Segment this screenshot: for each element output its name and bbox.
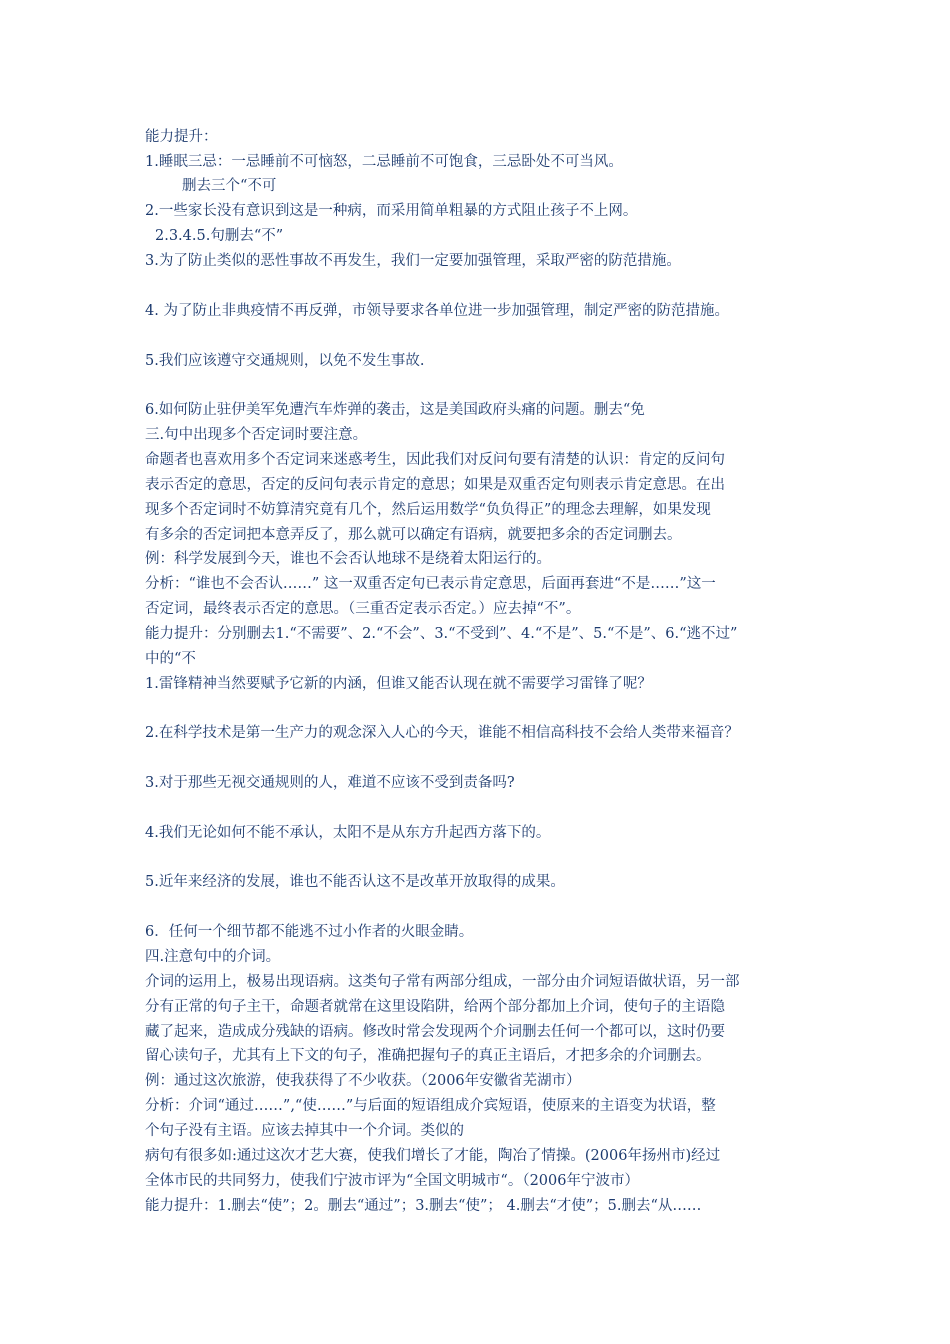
text-line: 中的“不 — [145, 651, 196, 667]
text-line: 1.睡眠三忌：一忌睡前不可恼怒，二忌睡前不可饱食，三忌卧处不可当风。 — [145, 154, 623, 170]
text-line: 分析：介词“通过……”,“使……”与后面的短语组成介宾短语，使原来的主语变为状语，整 — [145, 1098, 716, 1114]
text-line: 否定词，最终表示否定的意思。（三重否定表示否定。）应去掉“不”。 — [145, 601, 581, 617]
text-line: 有多余的否定词把本意弄反了，那么就可以确定有语病，就要把多余的否定词删去。 — [145, 527, 682, 543]
section-heading: 三.句中出现多个否定词时要注意。 — [145, 427, 368, 443]
text-line: 5.我们应该遵守交通规则，以免不发生事故. — [145, 353, 425, 369]
text-line: 命题者也喜欢用多个否定词来迷惑考生，因此我们对反问句要有清楚的认识：肯定的反问句 — [145, 452, 725, 468]
text-line: 例：通过这次旅游，使我获得了不少收获。（2006年安徽省芜湖市） — [145, 1073, 581, 1089]
text-line: 6．任何一个细节都不能逃不过小作者的火眼金睛。 — [145, 924, 474, 940]
text-line: 3.为了防止类似的恶性事故不再发生，我们一定要加强管理，采取严密的防范措施。 — [145, 253, 681, 269]
text-line: 1.雷锋精神当然要赋予它新的内涵，但谁又能否认现在就不需要学习雷锋了呢？ — [145, 676, 652, 692]
text-line: 例：科学发展到今天，谁也不会否认地球不是绕着太阳运行的。 — [145, 551, 551, 567]
text-line: 表示否定的意思，否定的反问句表示肯定的意思；如果是双重否定句则表示肯定意思。在出 — [145, 477, 725, 493]
text-line: 能力提升： — [145, 129, 218, 145]
text-line: 个句子没有主语。应该去掉其中一个介词。类似的 — [145, 1123, 464, 1139]
text-line: 藏了起来，造成成分残缺的语病。修改时常会发现两个介词删去任何一个都可以，这时仍要 — [145, 1024, 725, 1040]
text-line: 分有正常的句子主干，命题者就常在这里设陷阱，给两个部分都加上介词，使句子的主语隐 — [145, 999, 725, 1015]
section-heading: 四.注意句中的介词。 — [145, 949, 281, 965]
text-line: 4.我们无论如何不能不承认，太阳不是从东方升起西方落下的。 — [145, 825, 551, 841]
text-line: 2.在科学技术是第一生产力的观念深入人心的今天，谁能不相信高科技不会给人类带来福音？ — [145, 725, 739, 741]
text-line: 5.近年来经济的发展，谁也不能否认这不是改革开放取得的成果。 — [145, 874, 565, 890]
text-line: 全体市民的共同努力，使我们宁波市评为“全国文明城市“。（2006年宁波市） — [145, 1173, 639, 1189]
text-line: 病句有很多如:通过这次才艺大赛，使我们增长了才能，陶冶了情操。(2006年扬州市)经过 — [145, 1148, 721, 1164]
text-line: 介词的运用上，极易出现语病。这类句子常有两部分组成，一部分由介词短语做状语，另一部 — [145, 974, 740, 990]
text-line: 2.3.4.5.句删去“不” — [155, 228, 284, 244]
text-line: 4. 为了防止非典疫情不再反弹，市领导要求各单位进一步加强管理，制定严密的防范措施。 — [145, 303, 729, 319]
text-line: 分析：“谁也不会否认……” 这一双重否定句已表示肯定意思，后面再套进“不是……”这一 — [145, 576, 716, 592]
text-line: 能力提升：分别删去1.“不需要”、2.“不会”、3.“不受到”、4.“不是”、5.“不是”、6.“逃不过” — [145, 626, 738, 642]
text-line: 删去三个“不可 — [182, 178, 277, 194]
text-line: 3.对于那些无视交通规则的人，难道不应该不受到责备吗? — [145, 775, 515, 791]
text-line: 留心读句子，尤其有上下文的句子，准确把握句子的真正主语后，才把多余的介词删去。 — [145, 1048, 711, 1064]
text-line: 能力提升：1.删去“使”；2。删去“通过”；3.删去“使”； 4.删去“才使”；5.删去“从…… — [145, 1198, 702, 1214]
text-line: 现多个否定词时不妨算清究竟有几个，然后运用数学“负负得正”的理念去理解，如果发现 — [145, 502, 711, 518]
text-line: 2.一些家长没有意识到这是一种病，而采用简单粗暴的方式阻止孩子不上网。 — [145, 203, 638, 219]
text-line: 6.如何防止驻伊美军免遭汽车炸弹的袭击，这是美国政府头痛的问题。删去“免 — [145, 402, 645, 418]
